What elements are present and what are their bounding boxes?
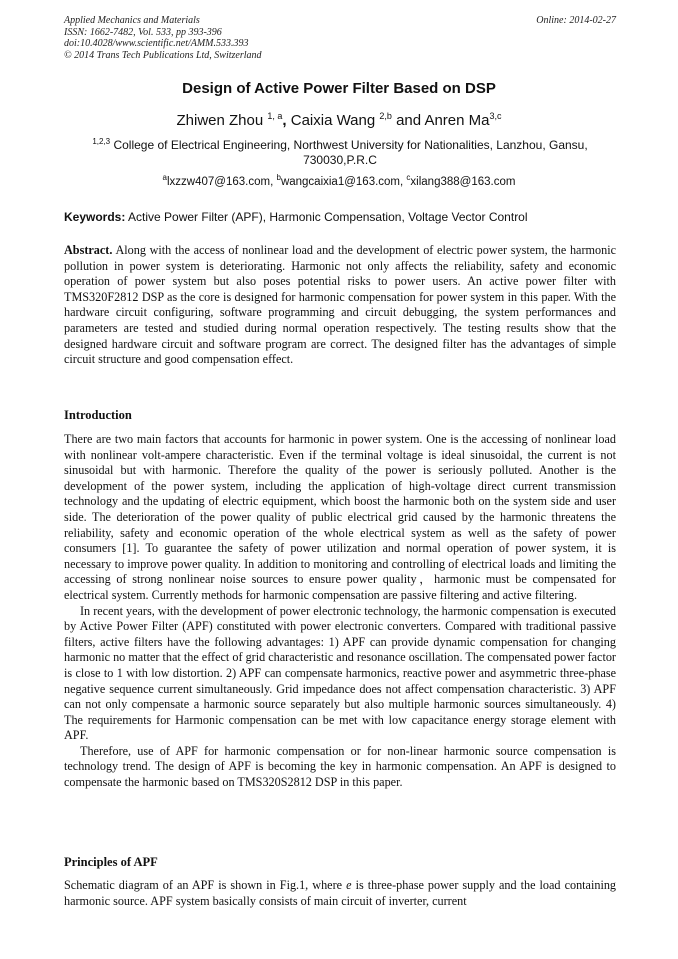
keywords xyxy=(64,210,616,225)
section-heading-principles: Principles of APF xyxy=(64,855,158,869)
author-name: Zhiwen Zhou xyxy=(176,112,264,129)
keywords-label: Keywords: xyxy=(64,210,126,224)
author-conjunction: and xyxy=(396,112,422,129)
paragraph-text: Schematic diagram of an APF is shown in Fig.1, where xyxy=(64,878,343,892)
email-address[interactable]: wangcaixia1@163.com, xyxy=(280,176,404,188)
email-address[interactable]: lxzzw407@163.com, xyxy=(167,176,274,188)
doi-line: doi:10.4028/www.scientific.net/AMM.533.393 xyxy=(64,38,249,49)
author-superscript: 2,b xyxy=(379,111,392,121)
email-list xyxy=(0,175,678,189)
principles-body xyxy=(64,878,616,909)
paragraph-text: is three-phase power supply and the load containing harmonic source. APF system basically consists of main circuit of inverter, current xyxy=(64,878,617,908)
affiliation xyxy=(64,138,616,168)
issn-line: ISSN: 1662-7482, Vol. 533, pp 393-396 xyxy=(64,26,222,38)
paragraph xyxy=(64,878,616,909)
email-address[interactable]: xilang388@163.com xyxy=(410,176,516,188)
author-superscript: 1, a xyxy=(267,111,283,121)
abstract-text: Along with the access of nonlinear load and the development of electric power system, the harmonic pollution in power system is deteriorating. Harmonic not only affects the reliability, safety and economic operation of power system but also poses potential risks to power users. An active power filter with TMS320F2812 DSP as the core is designed for harmonic compensation for power system in this paper. With the hardware circuit configuring, software programming and circuit debugging, the system performances and parameters are tested and studied during normal operation respectively. The testing results show that the designed hardware circuit and software program are correct. The designed filter has the advantages of simple circuit structure and good compensation effect. xyxy=(64,243,616,367)
paragraph: In recent years, with the development of power electronic technology, the harmonic compensation is executed by Active Power Filter (APF) constituted with power electronic converters. Compared with traditional passive filters, active filters have the following advantages: 1) APF can provide dynamic compensation for changing harmonic no matter that the effect of grid characteristic and resonance oscillation. The compensated power factor is close to 1 with low distortion. 2) APF can compensate harmonics, reactive power and asymmetric three-phase negative sequence current simultaneously. Grid impedance does not affect compensation characteristic. 3) APF can not only compensate a harmonic source separately but also multiple harmonic sources simultaneously. 4) The requirements for Harmonic compensation can be met with low capacitance energy storage element with APF. xyxy=(64,603,616,743)
email-superscript: b xyxy=(276,173,281,183)
journal-name: Applied Mechanics and Materials xyxy=(64,15,200,26)
online-date: Online: 2014-02-27 xyxy=(536,15,616,26)
paragraph: Therefore, use of APF for harmonic compensation or for non-linear harmonic source compensation is technology trend. The design of APF is becoming the key in harmonic compensation. An APF is designed to compensate the harmonic based on TMS320S2812 DSP in this paper. xyxy=(64,743,616,790)
affiliation-line: 730030,P.R.C xyxy=(303,153,377,167)
author-superscript: 3,c xyxy=(489,111,502,121)
running-header xyxy=(64,15,616,61)
paper-title: Design of Active Power Filter Based on DSP xyxy=(182,80,496,97)
email-superscript: c xyxy=(406,173,411,183)
introduction-body xyxy=(64,432,616,791)
author-name: Caixia Wang xyxy=(290,112,376,129)
abstract-label: Abstract. xyxy=(64,243,113,257)
section-heading-introduction: Introduction xyxy=(64,408,132,422)
email-superscript: a xyxy=(162,173,167,183)
copyright-line: © 2014 Trans Tech Publications Ltd, Switzerland xyxy=(64,49,262,61)
math-symbol: e xyxy=(346,878,352,892)
author-separator: , xyxy=(282,112,287,129)
paragraph: There are two main factors that accounts for harmonic in power system. One is the accessing of nonlinear load with nonlinear volt-ampere characteristic. Even if the terminal voltage is ideal sinusoidal, the current is not sinusoidal but with harmonic. Therefore the quality of the power is seriously polluted. Another is the development of the power system, including the application of high-voltage direct current transmission technology and the updating of electric equipment, which boost the harmonic both on the system side and user side. The deterioration of the power quality of public electrical grid caused by the harmonic threatens the reliability, safety and economic operation of the whole electrical system as well as the safety of power consumers [1]. To guarantee the safety of power utilization and normal operation of power system, it is necessary to improve power quality. In addition to monitoring and controlling of electrical loads and limiting the accessing of strong nonlinear noise sources to ensure power quality，harmonic must be compensated for electrical system. Currently methods for harmonic compensation are passive filtering and active filtering. xyxy=(64,432,616,602)
abstract xyxy=(64,243,616,368)
author-list xyxy=(0,112,678,130)
affiliation-line: College of Electrical Engineering, Northwest University for Nationalities, Lanzhou, Gansu, xyxy=(113,138,588,152)
author-name: Anren Ma xyxy=(424,112,490,129)
keywords-text: Active Power Filter (APF), Harmonic Compensation, Voltage Vector Control xyxy=(128,210,528,224)
affiliation-superscript: 1,2,3 xyxy=(92,137,111,146)
